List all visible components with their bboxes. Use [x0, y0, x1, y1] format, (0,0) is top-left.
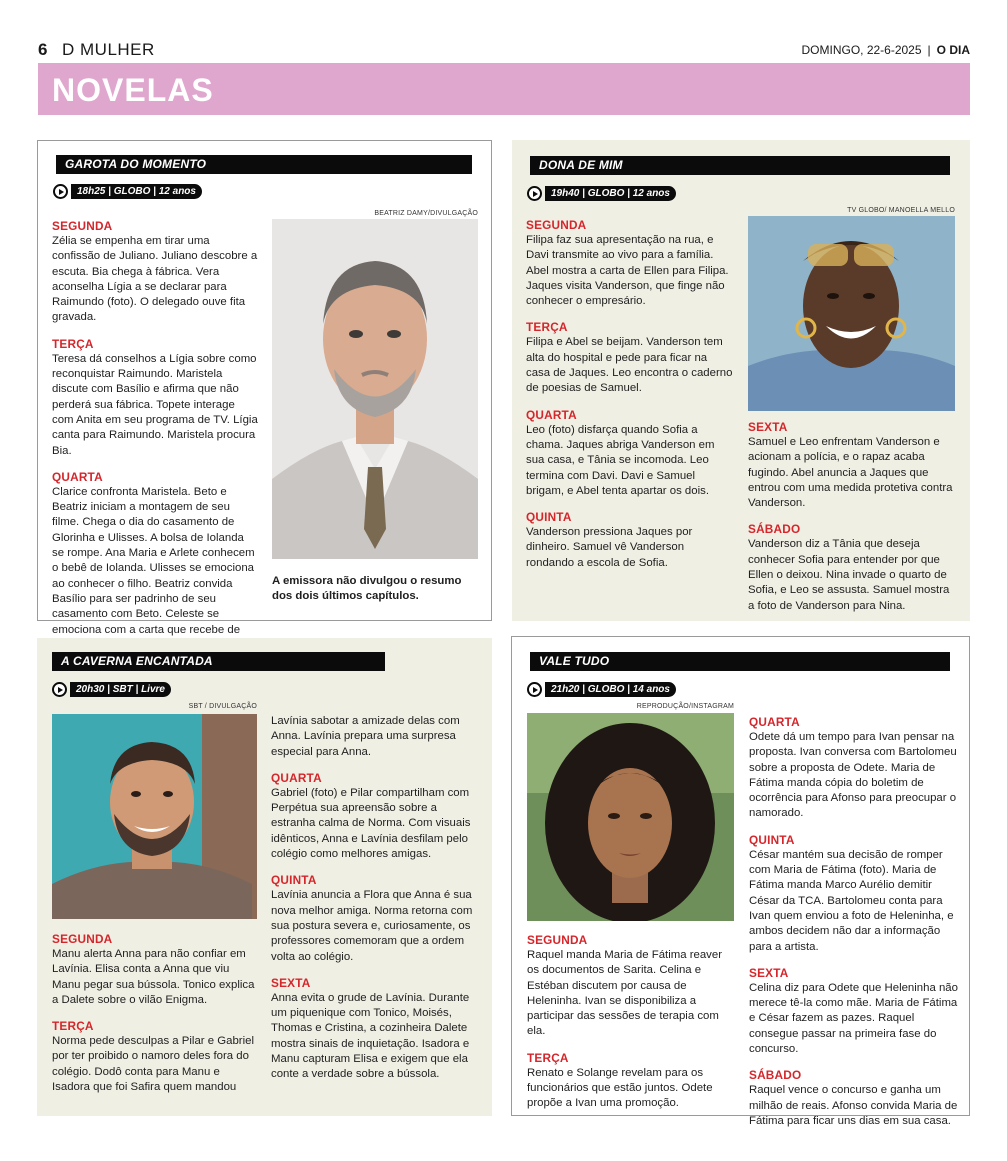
day-label: SEXTA: [271, 975, 311, 990]
play-circle-icon: [527, 682, 542, 697]
schedule-pill: 20h30 | SBT | Livre: [70, 682, 171, 697]
synopsis-entry: [52, 219, 258, 326]
synopsis-entry: [749, 966, 959, 1057]
box-title: A CAVERNA ENCANTADA: [52, 652, 385, 671]
box-title: GAROTA DO MOMENTO: [56, 155, 472, 174]
synopsis-entry: [52, 932, 259, 1008]
schedule-pill: 21h20 | GLOBO | 14 anos: [545, 682, 676, 697]
schedule-info: [53, 184, 202, 199]
synopsis-entry: [271, 771, 478, 862]
photo-credit: SBT / DIVULGAÇÃO: [188, 703, 257, 710]
banner-title: NOVELAS: [52, 72, 214, 108]
day-label: QUINTA: [526, 510, 572, 525]
portrait-illustration: [748, 216, 955, 411]
dateline: [801, 43, 970, 57]
synopsis-text: Raquel vence o concurso e ganha um milhão de reais. Afonso convida Maria de Fátima para ficar uns dias em sua casa.: [749, 1084, 958, 1127]
synopsis-entry: [271, 976, 478, 1083]
synopsis-text: Anna evita o grude de Lavínia. Durante um piquenique com Tonico, Moisés, Thomas e Cristina, a cozinheira Dalete mostra sinais de inquietação. Isadora e Manu capturam Elisa e exigem que ela conte a verdade sobre a bússola.: [271, 991, 470, 1081]
synopsis-text: Raquel manda Maria de Fátima reaver os documentos de Sarita. Celina e Estéban discutem por causa de Heleninha. Ivan se disponibiliza a participar das sessões de terapia com ela.: [527, 949, 722, 1038]
section-name: D MULHER: [62, 40, 155, 59]
synopsis-entry: [748, 522, 958, 613]
day-label: QUINTA: [749, 832, 795, 847]
schedule-info: [527, 186, 676, 201]
synopsis-entry: [749, 1068, 959, 1129]
synopsis-column: [527, 933, 737, 1123]
portrait-illustration: [527, 713, 734, 921]
synopsis-column: [271, 714, 478, 1094]
day-label: SEGUNDA: [52, 219, 113, 233]
day-label: QUARTA: [749, 715, 800, 729]
synopsis-entry: [52, 337, 258, 459]
photo-credit: TV GLOBO/ MANOELLA MELLO: [847, 207, 955, 214]
synopsis-text: Lavínia sabotar a amizade delas com Anna. Lavínia prepara uma surpresa especial para Anna.: [271, 715, 460, 758]
newspaper-brand: O DIA: [936, 43, 970, 57]
synopsis-text: Zélia se empenha em tirar uma confissão de Juliano. Juliano descobre a escuta. Bia chega à fábrica. Vera aconselha Lígia a se declarar para Raimundo (foto). O delegado ouve fita gravada.: [52, 235, 258, 324]
day-label: QUINTA: [271, 873, 317, 888]
synopsis-column: [748, 420, 958, 625]
synopsis-entry: [527, 933, 737, 1040]
play-circle-icon: [52, 682, 67, 697]
portrait-illustration: [272, 219, 478, 559]
actor-photo: [748, 216, 955, 411]
schedule-info: [52, 682, 171, 697]
synopsis-column: [52, 219, 258, 664]
day-label: SEXTA: [748, 420, 788, 434]
day-label: SEGUNDA: [526, 218, 587, 232]
synopsis-text: Manu alerta Anna para não confiar em Lavínia. Elisa conta a Anna que viu Manu pegar sua bússola. Tonico explica a Dalete sobre o vilão Enigma.: [52, 948, 255, 1006]
play-circle-icon: [53, 184, 68, 199]
actor-photo: [527, 713, 734, 921]
synopsis-entry: [526, 408, 734, 499]
synopsis-text: César mantém sua decisão de romper com Maria de Fátima (foto). Maria de Fátima manda Marco Aurélio demitir César da TCA. Bartolomeu conta para Ivan quem enviou a foto de Heleninha, e ambos decidem não dar a informação para a artista.: [749, 848, 954, 953]
synopsis-continuation: [271, 714, 478, 760]
edition-date: DOMINGO, 22-6-2025: [801, 43, 922, 57]
day-label: QUARTA: [271, 770, 322, 785]
synopsis-entry: [52, 1019, 259, 1095]
synopsis-entry: [749, 715, 959, 822]
synopsis-entry: [52, 470, 258, 653]
synopsis-entry: [526, 320, 734, 396]
photo-credit: BEATRIZ DAMY/DIVULGAÇÃO: [374, 210, 478, 217]
synopsis-text: Teresa dá conselhos a Lígia sobre como reconquistar Raimundo. Maristela discute com Basílio e afirma que não perderá sua fábrica. Topete interage com Anita em seu programa de TV. Lígia canta para Raimundo. Maristela procura Bia.: [52, 352, 258, 457]
page-header: [38, 40, 970, 60]
synopsis-column: [749, 715, 959, 1140]
box-garota-do-momento: [37, 140, 492, 636]
synopsis-text: Vanderson pressiona Jaques por dinheiro. Samuel vê Vanderson rondando a escola de Sofia.: [526, 526, 693, 569]
synopsis-text: Filipa faz sua apresentação na rua, e Davi transmite ao vivo para a família. Abel mostra a carta de Ellen para Filipa. Jaques visita Vanderson, que finge não conhecer o empresário.: [526, 234, 729, 308]
photo-credit: REPRODUÇÃO/INSTAGRAM: [636, 703, 734, 710]
page-number: 6: [38, 40, 48, 59]
synopsis-text: Clarice confronta Maristela. Beto e Beatriz iniciam a montagem de seu filme. Chega o dia do casamento de Glorinha e Ulisses. A bolsa de Iolanda se rompe. Ana Maria e Arlete conhecem o bebê de Iolanda. Ulisses se emociona ao conhecer o filho. Beatriz convida Basílio para ser padrinho de seu casamento com Beto. Celeste se emociona com a carta que recebe de: [52, 485, 255, 636]
day-label: SEGUNDA: [52, 932, 113, 946]
synopsis-text: Norma pede desculpas a Pilar e Gabriel por ter proibido o namoro deles fora do colégio. Dodô conta para Manu e Isadora que foi Safira quem mandou: [52, 1035, 254, 1094]
synopsis-text: Renato e Solange revelam para os funcionários que estão juntos. Odete propõe a Ivan uma promoção.: [527, 1066, 713, 1110]
synopsis-text: Celina diz para Odete que Heleninha não merece tê-la como mãe. Maria de Fátima e César fazem as pazes. Raquel consegue passar na primeira fase do concurso.: [749, 981, 958, 1056]
synopsis-text: Vanderson diz a Tânia que deseja conhecer Sofia para entender por que Ellen o deixou. Nina invade o quarto de Sofia, e Leo se assusta. Samuel mostra a foto de Vanderson para Nina.: [748, 538, 950, 612]
synopsis-entry: [271, 873, 478, 964]
summary-note: A emissora não divulgou o resumo dos dois últimos capítulos.: [272, 575, 462, 603]
synopsis-text: Filipa e Abel se beijam. Vanderson tem alta do hospital e pede para ficar na casa de Jaques. Leo encontra o caderno de poesias de Samuel.: [526, 336, 733, 395]
box-dona-de-mim: [512, 140, 970, 621]
schedule-pill: 19h40 | GLOBO | 12 anos: [545, 186, 676, 201]
day-label: SEGUNDA: [527, 933, 588, 947]
synopsis-column: [52, 932, 259, 1106]
synopsis-entry: [527, 1051, 737, 1112]
portrait-illustration: [52, 714, 257, 919]
day-label: TERÇA: [527, 1050, 569, 1065]
actor-photo: [52, 714, 257, 919]
dateline-separator: |: [927, 43, 931, 57]
box-title: DONA DE MIM: [530, 156, 950, 175]
synopsis-entry: [526, 218, 734, 309]
synopsis-text: Leo (foto) disfarça quando Sofia a chama. Jaques abriga Vanderson em sua casa, e Tânia se incomoda. Leo termina com Davi. Davi e Samuel brigam, e Abel tenta apartar os dois.: [526, 423, 715, 497]
day-label: TERÇA: [526, 320, 568, 335]
play-circle-icon: [527, 186, 542, 201]
actor-photo: [272, 219, 478, 559]
day-label: TERÇA: [52, 1019, 94, 1034]
day-label: QUARTA: [52, 469, 103, 484]
box-vale-tudo: [511, 636, 970, 1127]
box-a-caverna-encantada: [37, 638, 492, 1116]
day-label: SÁBADO: [749, 1068, 802, 1083]
box-title: VALE TUDO: [530, 652, 950, 671]
synopsis-text: Gabriel (foto) e Pilar compartilham com Perpétua sua apreensão sobre a estranha calma de Norma. Com visuais idênticos, Anna e Lavínia desfilam pelo colégio como melhores amigas.: [271, 786, 471, 861]
schedule-info: [527, 682, 676, 697]
synopsis-column: [526, 218, 734, 582]
day-label: TERÇA: [52, 336, 94, 351]
schedule-pill: 18h25 | GLOBO | 12 anos: [71, 184, 202, 199]
synopsis-text: Samuel e Leo enfrentam Vanderson e acionam a polícia, e o rapaz acaba fugindo. Abel anuncia a Jaques que entrou com uma medida protetiva contra Vanderson.: [748, 436, 953, 510]
day-label: SÁBADO: [748, 522, 801, 537]
synopsis-text: Odete dá um tempo para Ivan pensar na proposta. Ivan conversa com Bartolomeu sobre a proposta de Odete. Maria de Fátima manda cópia do boletim de ocorrência para Afonso para preocupar o namorado.: [749, 731, 957, 820]
synopsis-text: Lavínia anuncia a Flora que Anna é sua nova melhor amiga. Norma retorna com sua postura severa e, curiosamente, os professores comemoram que a ordem volta ao colégio.: [271, 889, 473, 963]
section-banner: [38, 63, 970, 115]
synopsis-entry: [748, 420, 958, 511]
day-label: SEXTA: [749, 965, 789, 980]
synopsis-entry: [526, 510, 734, 571]
synopsis-entry: [749, 833, 959, 955]
day-label: QUARTA: [526, 407, 577, 422]
